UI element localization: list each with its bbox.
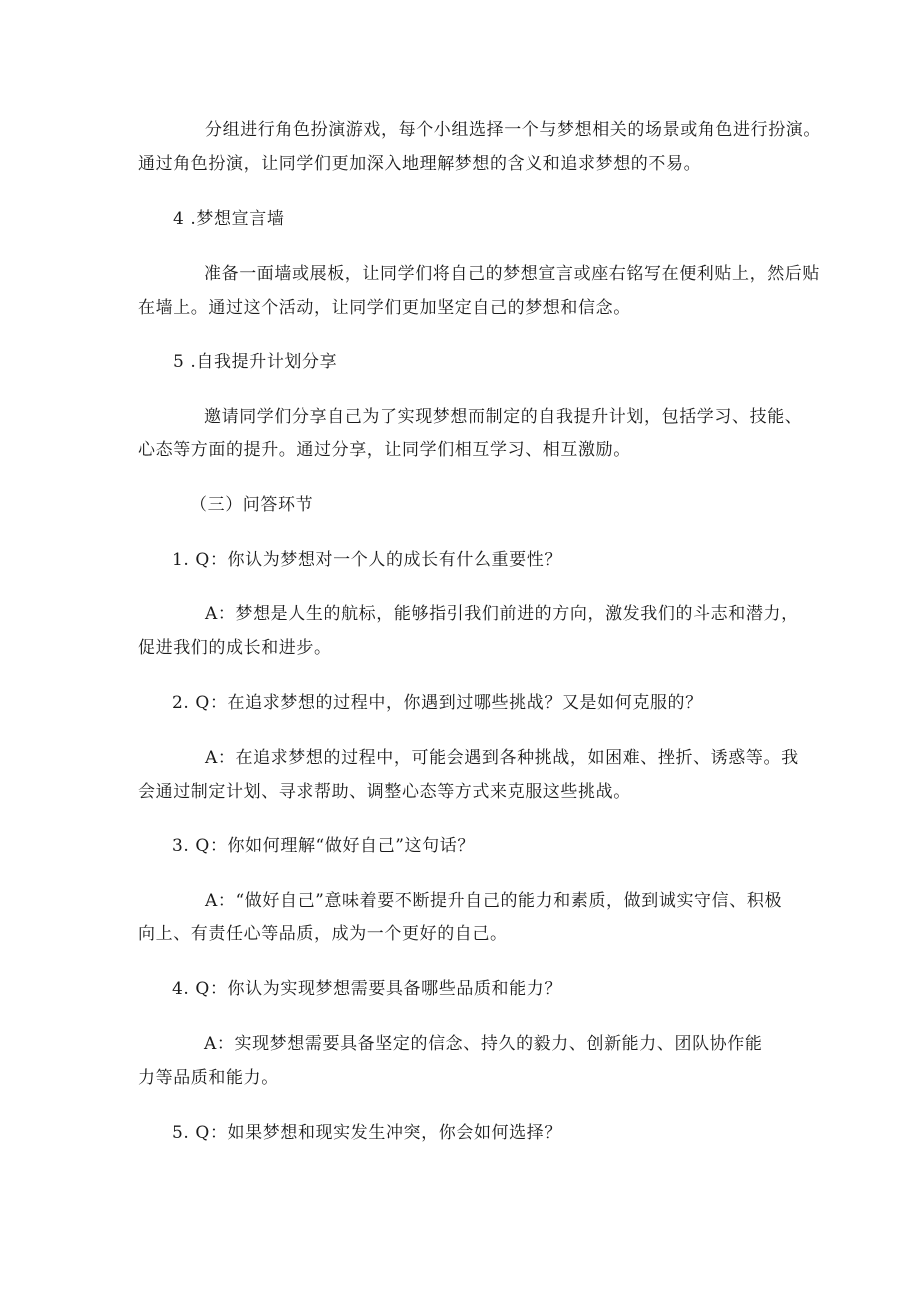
qa-5-question: 5. Q：如果梦想和现实发生冲突，你会如何选择？ <box>172 1123 562 1143</box>
qa-2-answer-line-2: 会通过制定计划、寻求帮助、调整心态等方式来克服这些挑战。 <box>138 782 631 802</box>
qa-1-answer-line-1: A：梦想是人生的航标，能够指引我们前进的方向，激发我们的斗志和潜力， <box>205 604 799 624</box>
qa-3-answer-line-1: A：“做好自己”意味着要不断提升自己的能力和素质，做到诚实守信、积极 <box>205 891 783 911</box>
activity-5-line-2: 心态等方面的提升。通过分享，让同学们相互学习、相互激励。 <box>138 440 631 460</box>
qa-1-question: 1. Q：你认为梦想对一个人的成长有什么重要性？ <box>172 550 562 570</box>
qa-1-answer-line-2: 促进我们的成长和进步。 <box>138 638 332 658</box>
activity-5-line-1: 邀请同学们分享自己为了实现梦想而制定的自我提升计划，包括学习、技能、 <box>204 407 803 427</box>
qa-3-question: 3. Q：你如何理解“做好自己”这句话？ <box>172 836 475 856</box>
qa-4-question: 4. Q：你认为实现梦想需要具备哪些品质和能力？ <box>172 979 562 999</box>
activity-4-line-2: 在墙上。通过这个活动，让同学们更加坚定自己的梦想和信念。 <box>138 298 631 318</box>
roleplay-paragraph-line-1: 分组进行角色扮演游戏，每个小组选择一个与梦想相关的场景或角色进行扮演。 <box>205 120 821 140</box>
qa-3-answer-line-2: 向上、有责任心等品质，成为一个更好的自己。 <box>138 924 508 944</box>
qa-2-answer-line-1: A：在追求梦想的过程中，可能会遇到各种挑战，如困难、挫折、诱惑等。我 <box>205 748 799 768</box>
roleplay-paragraph-line-2: 通过角色扮演，让同学们更加深入地理解梦想的含义和追求梦想的不易。 <box>138 154 702 174</box>
activity-4-line-1: 准备一面墙或展板，让同学们将自己的梦想宣言或座右铭写在便利贴上，然后贴 <box>204 264 820 284</box>
qa-4-answer-line-2: 力等品质和能力。 <box>138 1068 279 1088</box>
qa-4-answer-line-1: A：实现梦想需要具备坚定的信念、持久的毅力、创新能力、团队协作能 <box>204 1034 763 1054</box>
activity-4-heading: 4 .梦想宣言墙 <box>173 209 285 229</box>
section-3-heading: （三）问答环节 <box>190 495 314 515</box>
qa-2-question: 2. Q：在追求梦想的过程中，你遇到过哪些挑战？又是如何克服的？ <box>172 693 703 713</box>
activity-5-heading: 5 .自我提升计划分享 <box>173 352 338 372</box>
